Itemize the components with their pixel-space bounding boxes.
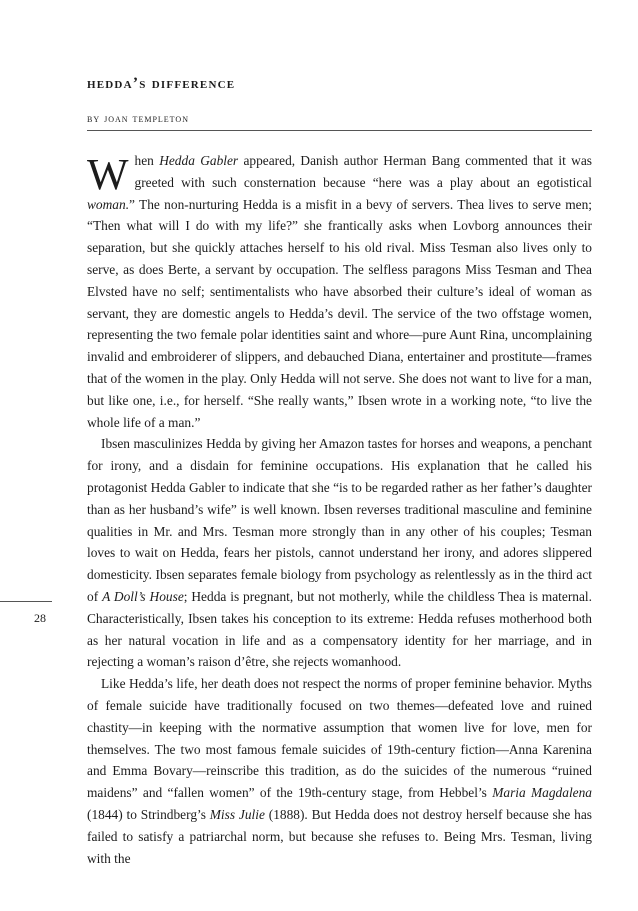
paragraph-1: When Hedda Gabler appeared, Danish author Herman Bang commented that it was greeted with such consternation because “here was a play about an egotistical woman.” The non-nurturing Hedda is a misfit in a bevy of servers. Thea lives to serve men; “Then what will I do with my life?” she frantically asks when Lovborg announces their separation, but she quickly attaches herself to his old rival. Miss Tesman also lives only to serve, as does Berte, a servant by occupation. The selfless paragons Miss Tesman and Thea Elvsted have no self; sentimentalists who have absorbed their culture’s ideal of woman as servant, they are domestic angels to Hedda’s devil. The service of the two offstage women, representing the two female polar identities saint and whore—pure Aunt Rina, uncomplaining invalid and embroiderer of slippers, and debauched Diana, entertainer and prostitute—frames that of the women in the play. Only Hedda will not serve. She does not want to live for a man, but like one, i.e., for herself. “She really wants,” Ibsen wrote in a working note, “to live the whole life of a man.”: [87, 150, 592, 430]
title-hedda-gabler: Hedda Gabler: [159, 153, 239, 168]
title-miss-julie: Miss Julie: [209, 806, 265, 822]
byline: by joan templeton: [87, 111, 189, 125]
header-rule: [87, 130, 592, 131]
page-number: 28: [34, 611, 46, 625]
paragraph-3: Like Hedda’s life, her death does not respect the norms of proper feminine behavior. Myths of female suicide have traditionally focused on two themes—defeated love and ruined chastity—in keeping with the normative assumption that women live for love, men for themselves. The two most famous female suicides of 19th-century fiction—Anna Karenina and Emma Bovary—reinscribe this tradition, as do the suicides of the numerous “ruined maidens” and “fallen women” of the 19th-century stage, from Hebbel’s Maria Magdalena (1844) to Strindberg’s Miss Julie (1888). But Hedda does not destroy herself because she has failed to satisfy a patriarchal norm, but because she refuses to. Being Mrs. Tesman, living with the: [87, 676, 592, 866]
emphasis-woman: woman.: [87, 196, 130, 212]
title-maria-magdalena: Maria Magdalena: [492, 785, 592, 801]
article-title: hedda’s difference: [87, 75, 236, 92]
article-body: [87, 150, 592, 869]
paragraph-2: Ibsen masculinizes Hedda by giving her Amazon tastes for horses and weapons, a penchant for irony, and a disdain for feminine occupations. His explanation that he called his protagonist Hedda Gabler to indicate that she “is to be regarded rather as her father’s daughter than as her husband’s wife” is well known. Ibsen reverses traditional masculine and feminine qualities in Mr. and Mrs. Tesman more strongly than in any other of his couples; Tesman loves to wait on Hedda, fears her pistols, cannot understand her irony, and adores slippered domesticity. Ibsen separates female biology from psychology as relentlessly as in the third act of A Doll’s House; Hedda is pregnant, but not motherly, while the childless Thea is maternal. Characteristically, Ibsen takes his conception to its extreme: Hedda refuses motherhood both as her natural vocation in life and as a compensatory identity for her marriage, and in rejecting a woman’s raison d’être, she rejects womanhood.: [87, 436, 592, 670]
margin-rule: [0, 601, 52, 602]
title-a-dolls-house: A Doll’s House: [102, 588, 184, 604]
drop-cap: W: [87, 150, 129, 199]
